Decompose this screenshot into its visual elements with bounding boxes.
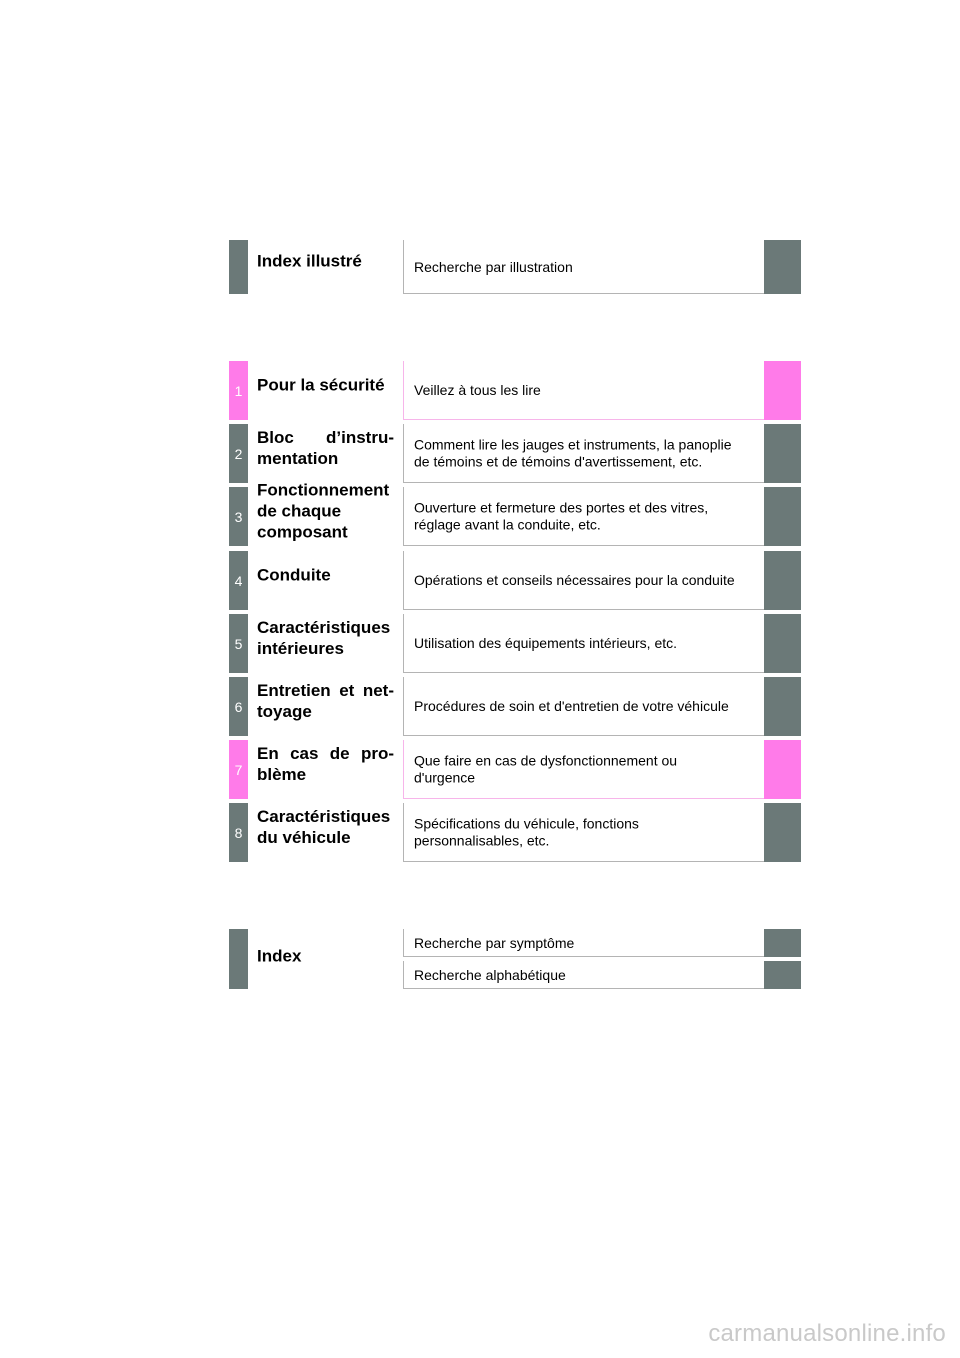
chapter-row-8[interactable] [229,803,801,862]
sub-entry-label: Recherche par symptôme [414,934,575,951]
chapter-row-1[interactable] [229,361,801,420]
chapter-side-tab[interactable] [764,551,801,610]
chapter-title-line: Caractéristiques [257,806,391,826]
chapter-tab [229,614,248,673]
chapter-description [414,816,762,849]
sub-entry-label: Recherche alphabétique [414,966,566,983]
chapter-number: 8 [234,824,243,841]
right-tab[interactable] [764,929,801,957]
chapter-title [257,743,394,785]
section-title: Index illustré [257,251,362,271]
watermark: carmanualsonline.info [708,1320,946,1347]
section-description-box [403,240,765,294]
chapter-description-line: Comment lire les jauges et instruments, la panoplie [414,436,732,453]
illustrated-index-row[interactable] [229,240,801,294]
chapter-row-4[interactable] [229,551,801,610]
section-title: Index [257,946,302,966]
chapter-description-box [403,740,765,799]
chapter-description-line: Utilisation des équipements intérieurs, etc. [414,634,678,651]
chapter-description-box [403,803,765,862]
chapter-tab [229,424,248,483]
chapter-description-line: personnalisables, etc. [414,832,550,848]
chapter-title-line: Conduite [257,565,331,584]
chapter-title [257,479,394,542]
chapter-row-7[interactable] [229,740,801,799]
chapter-tab [229,677,248,736]
chapter-title-line: Fonctionnement [257,480,390,499]
chapter-title-line: toyage [257,701,312,721]
chapter-row-2[interactable] [229,424,801,483]
left-tab [229,240,248,294]
chapter-title-line: mentation [257,448,339,468]
chapter-side-tab[interactable] [764,740,801,799]
chapter-title-line: composant [257,522,348,541]
chapter-side-tab[interactable] [764,361,801,420]
chapter-description-line: de témoins et de témoins d'avertissement, etc. [414,453,703,469]
index-row [229,929,801,989]
chapter-title-line: blème [257,764,307,784]
chapter-number: 6 [234,698,243,715]
chapter-side-tab[interactable] [764,677,801,736]
chapter-description-box [403,677,765,736]
chapter-title [257,427,394,469]
chapter-description [414,382,762,399]
right-tab[interactable] [764,961,801,989]
chapter-side-tab[interactable] [764,614,801,673]
chapter-description [414,753,762,786]
chapter-description-box [403,551,765,610]
chapter-title-line: Entretien et net- [257,680,394,700]
section-description: Recherche par illustration [414,258,573,275]
chapter-description-line: Veillez à tous les lire [414,381,541,398]
chapter-description-line: Que faire en cas de dysfonctionnement ou [414,752,678,769]
chapter-description [414,437,762,470]
chapter-title [257,617,394,659]
left-tab [229,929,248,989]
chapter-side-tab[interactable] [764,424,801,483]
chapter-description [414,698,762,715]
chapter-description [414,572,762,589]
chapter-description [414,500,762,533]
chapter-title-line: intérieures [257,638,344,658]
chapter-number: 7 [234,761,243,778]
chapter-tab [229,487,248,546]
chapter-title [257,680,394,722]
chapter-tab [229,803,248,862]
index-sub-entry-alphabetical[interactable] [403,961,765,989]
chapter-number: 4 [234,572,243,589]
chapter-description-line: Opérations et conseils nécessaires pour la conduite [414,571,735,588]
chapter-row-6[interactable] [229,677,801,736]
chapter-description-line: d'urgence [414,769,476,785]
chapter-title [257,564,394,585]
chapter-row-5[interactable] [229,614,801,673]
chapter-number: 3 [234,508,243,525]
index-sub-entry-symptom[interactable] [403,929,765,957]
chapter-description-box [403,424,765,483]
chapter-title-line: de chaque [257,501,342,520]
chapter-description-box [403,361,765,420]
chapter-description-line: Procédures de soin et d'entretien de votre véhicule [414,697,729,714]
chapter-title-line: En cas de pro- [257,743,394,763]
chapter-tab [229,361,248,420]
chapter-description [414,635,762,652]
chapter-description-line: Ouverture et fermeture des portes et des vitres, [414,499,709,516]
chapter-title [257,374,394,395]
chapter-description-line: réglage avant la conduite, etc. [414,516,601,532]
chapter-title [257,806,394,848]
chapter-tab [229,551,248,610]
chapter-title-line: du véhicule [257,827,351,847]
right-tab[interactable] [764,240,801,294]
chapter-description-box [403,487,765,546]
chapter-number: 1 [234,382,243,399]
chapter-tab [229,740,248,799]
chapter-side-tab[interactable] [764,803,801,862]
chapter-row-3[interactable] [229,480,801,546]
chapter-description-box [403,614,765,673]
chapter-title-line: Bloc d’instru- [257,427,394,447]
chapter-number: 5 [234,635,243,652]
chapter-number: 2 [234,445,243,462]
chapter-description-line: Spécifications du véhicule, fonctions [414,815,639,832]
chapter-title-line: Pour la sécurité [257,375,385,394]
chapter-side-tab[interactable] [764,487,801,546]
chapter-title-line: Caractéristiques [257,617,391,637]
